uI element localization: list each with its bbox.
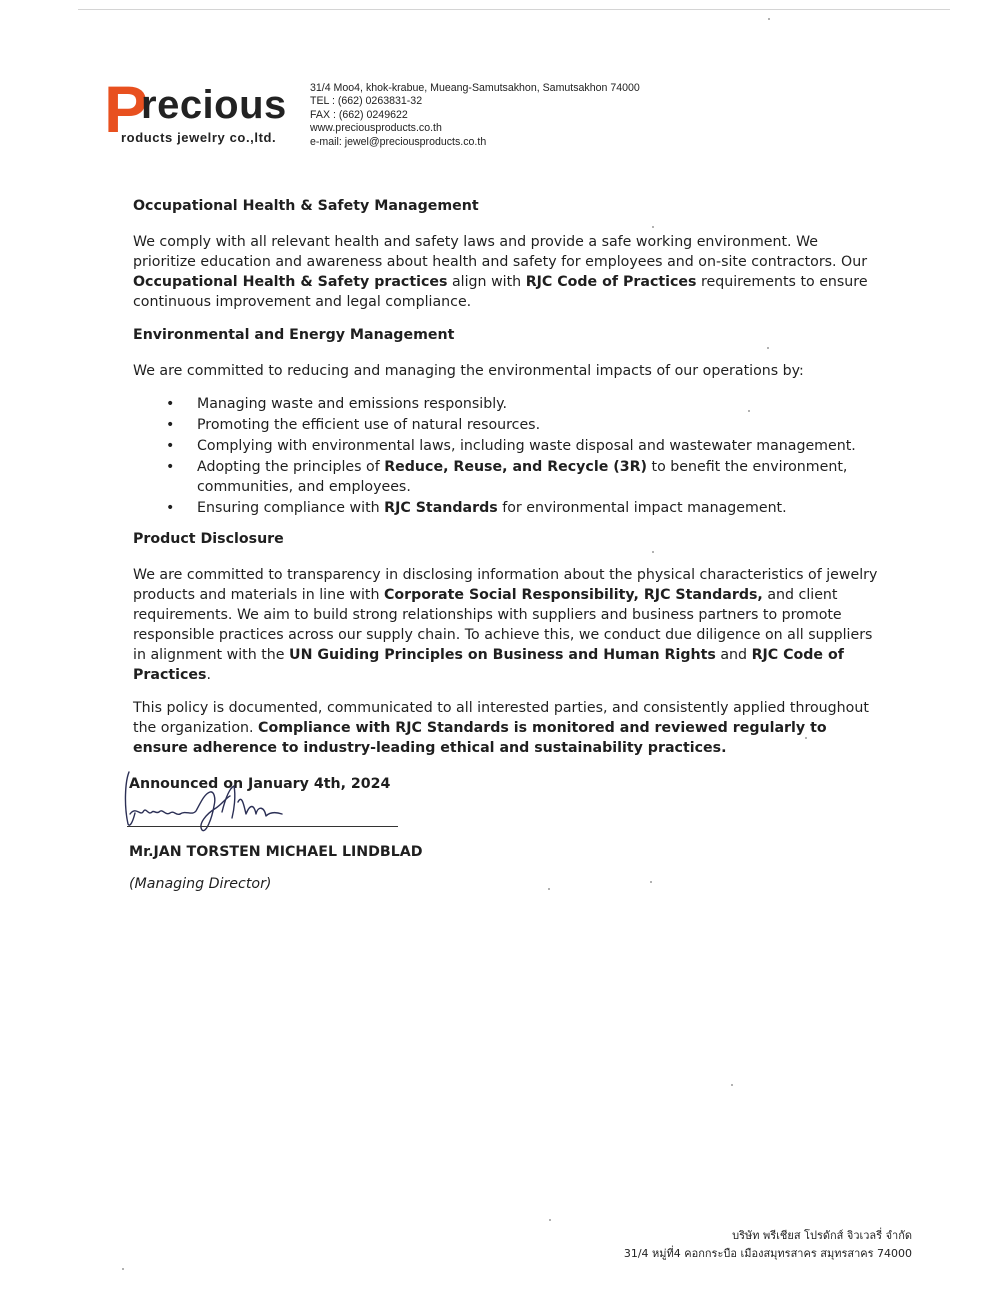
policy-body [133,196,878,771]
list-item-text: for environmental impact management. [497,500,787,516]
list-item [133,394,878,414]
list-item-text: Adopting the principles of [197,459,385,475]
product-bold-un: UN Guiding Principles on Business and Human Rights [289,647,716,663]
list-item-bold-rjc: RJC Standards [384,500,498,516]
closing-bold: Compliance with RJC Standards is monitored and reviewed regularly to ensure adherence to industry-leading ethical and sustainability practices. [133,720,827,756]
product-paragraph [133,565,878,685]
env-intro: We are committed to reducing and managing the environmental impacts of our operations by: [133,363,804,379]
product-bold-rjc: RJC Code of Practices [133,647,844,683]
ohs-bold-practices: Occupational Health & Safety practices [133,274,448,290]
signatory-title: (Managing Director) [129,876,272,892]
scan-speck [731,1084,733,1086]
logo-wordmark: recious [141,83,287,127]
product-heading: Product Disclosure [133,531,284,547]
scan-speck [548,888,550,890]
list-item-text: Managing waste and emissions responsibly. [197,396,508,412]
closing-paragraph [133,698,878,758]
bullet-icon: • [166,417,175,433]
company-tel: TEL : (662) 0263831-32 [310,95,423,108]
closing-text: This policy is documented, communicated to all interested parties, and consistently applied throughout the organization. [133,700,869,736]
list-item [133,415,878,435]
scan-speck [650,881,652,883]
thai-company-footer [624,1227,912,1263]
page-top-edge [78,9,950,10]
company-website: www.preciousproducts.co.th [310,122,442,135]
handwritten-signature [118,766,298,838]
list-item-text: Ensuring compliance with [197,500,385,516]
company-fax: FAX : (662) 0249622 [310,108,408,121]
logo-letter-p: P [104,72,149,146]
bullet-icon: • [166,438,175,454]
list-item [133,436,878,456]
scan-speck [652,551,654,553]
list-item-text: to benefit the environment, communities, and employees. [197,459,848,495]
env-heading: Environmental and Energy Management [133,327,455,343]
company-email: e-mail: jewel@preciousproducts.co.th [310,135,487,148]
footer-company-name: บริษัท พรีเชียส โปรดักส์ จิวเวลรี่ จำกัด [732,1229,912,1242]
product-text-4: . [206,667,212,683]
product-bold-csr: Corporate Social Responsibility, RJC Standards, [383,587,763,603]
scan-speck [805,737,807,739]
footer-address: 31/4 หมู่ที่4 คอกกระบือ เมืองสมุทรสาคร สมุทรสาคร 74000 [623,1247,912,1260]
announcement-date: Announced on January 4th, 2024 [129,776,391,792]
ohs-heading: Occupational Health & Safety Management [133,198,479,214]
list-item-text: Complying with environmental laws, including waste disposal and wastewater management. [197,438,856,454]
scan-speck [652,226,654,228]
bullet-icon: • [166,459,175,475]
ohs-text-3: requirements to ensure continuous improvement and legal compliance. [133,274,868,310]
logo-subtitle: roducts jewelry co.,ltd. [121,130,277,145]
bullet-icon: • [166,396,175,412]
product-text-1: We are committed to transparency in disclosing information about the physical characteristics of jewelry products and materials in line with [133,567,878,603]
scan-speck [768,18,770,20]
scan-speck [549,1219,551,1221]
signatory-name: Mr.JAN TORSTEN MICHAEL LINDBLAD [129,844,423,860]
ohs-text-2: align with [447,274,526,290]
company-address: 31/4 Moo4, khok-krabue, Mueang-Samutsakhon, Samutsakhon 74000 [310,82,640,94]
scan-speck [767,347,769,349]
bullet-icon: • [166,500,175,516]
list-item [133,498,878,518]
env-bullet-list [133,394,878,518]
list-item-bold-3r: Reduce, Reuse, and Recycle (3R) [384,459,648,475]
product-text-2: and client requirements. We aim to build strong relationships with suppliers and business partners to promote responsible practices across our supply chain. To achieve this, we conduct due diligence on all suppliers in alignment with the [133,587,873,663]
ohs-text-1: We comply with all relevant health and safety laws and provide a safe working environment. We prioritize education and awareness about health and safety for employees and on-site contractors. Our [133,234,868,270]
ohs-bold-rjc: RJC Code of Practices [525,274,697,290]
letterhead-contact [310,82,640,149]
list-item [133,457,878,497]
scan-speck [748,410,750,412]
signature-line [127,826,398,827]
product-text-3: and [715,647,752,663]
scan-speck [122,1268,124,1270]
company-logo [104,72,299,150]
ohs-paragraph [133,232,878,312]
list-item-text: Promoting the efficient use of natural resources. [197,417,541,433]
